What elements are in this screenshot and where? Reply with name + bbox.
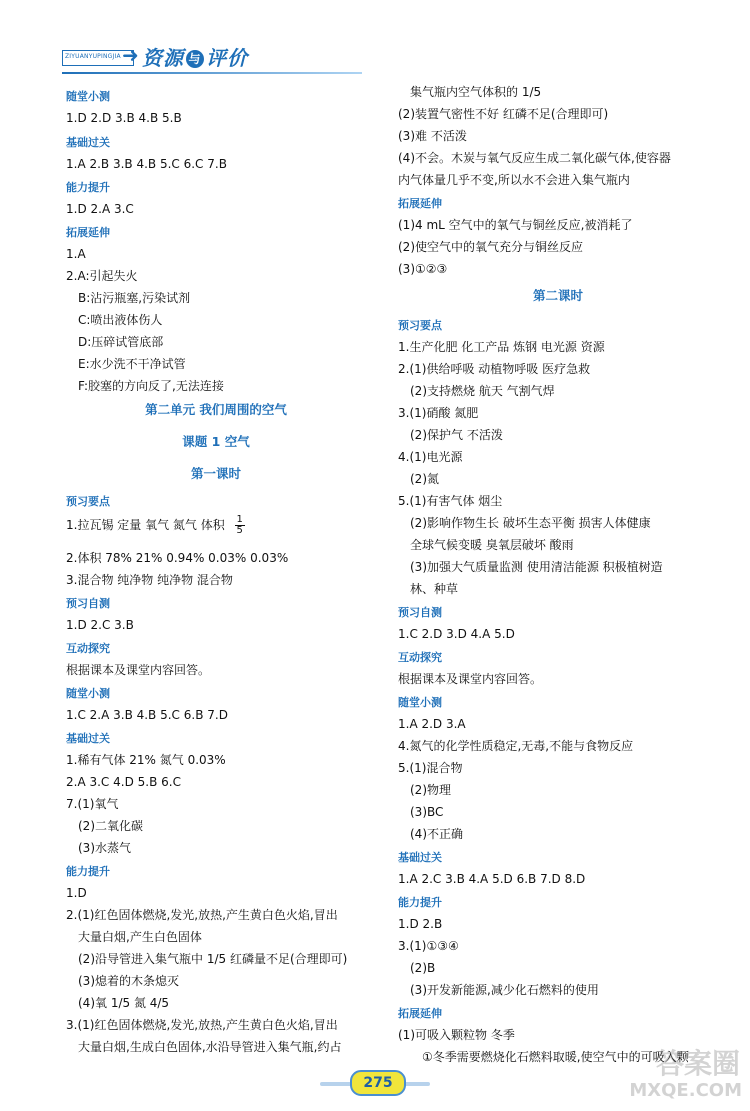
- answer-line: 1.C 2.D 3.D 4.A 5.D: [398, 627, 515, 641]
- section-heading: 互动探究: [66, 642, 110, 655]
- fraction-numerator: 1: [236, 514, 243, 525]
- answer-line: 3.(1)红色固体燃烧,发光,放热,产生黄白色火焰,冒出: [66, 1018, 338, 1032]
- section-heading: 基础过关: [66, 136, 110, 149]
- page-number: 275: [350, 1070, 406, 1096]
- answer-line: 1.C 2.A 3.B 4.B 5.C 6.B 7.D: [66, 708, 228, 722]
- answer-line: [66, 515, 245, 536]
- answer-line: 1.A 2.C 3.B 4.A 5.D 6.B 7.D 8.D: [398, 872, 586, 886]
- section-heading: 基础过关: [66, 732, 110, 745]
- answer-line: 1.A 2.B 3.B 4.B 5.C 6.C 7.B: [66, 157, 227, 171]
- answer-line: 1.D: [66, 886, 87, 900]
- answer-line: 2.(1)供给呼吸 动植物呼吸 医疗急救: [398, 362, 591, 376]
- answer-line: 2.A:引起失火: [66, 269, 138, 283]
- chapter-title: 第一课时: [190, 466, 241, 481]
- watermark-logo-text: 答案圈: [655, 1047, 740, 1080]
- answer-line: 根据课本及课堂内容回答。: [66, 663, 211, 677]
- answer-line: (2)物理: [410, 783, 451, 797]
- answer-line: 2.(1)红色固体燃烧,发光,放热,产生黄白色火焰,冒出: [66, 908, 338, 922]
- answer-line: (2)使空气中的氧气充分与铜丝反应: [398, 240, 583, 254]
- answer-line: 林、种草: [410, 582, 459, 596]
- answer-line: (1)可吸入颗粒物 冬季: [398, 1028, 515, 1042]
- section-heading: 预习要点: [398, 319, 442, 332]
- answer-line: (3)熄着的木条熄灭: [78, 974, 179, 988]
- fraction: [235, 515, 245, 536]
- header-rule: [62, 72, 362, 74]
- answer-line: 大量白烟,生成白色固体,水沿导管进入集气瓶,约占: [78, 1040, 342, 1054]
- chapter-title: 第二单元 我们周围的空气: [145, 402, 287, 417]
- watermark-url: MXQE.COM: [629, 1080, 742, 1101]
- answer-line: (1)4 mL 空气中的氧气与铜丝反应,被消耗了: [398, 218, 633, 232]
- answer-line: C:喷出液体伤人: [78, 313, 163, 327]
- section-heading: 拓展延伸: [66, 226, 110, 239]
- answer-line: (2)影响作物生长 破坏生态平衡 损害人体健康: [410, 516, 651, 530]
- answer-line: 4.(1)电光源: [398, 450, 463, 464]
- answer-line: E:水少洗不干净试管: [78, 357, 186, 371]
- answer-line: 5.(1)混合物: [398, 761, 463, 775]
- section-heading: 拓展延伸: [398, 197, 442, 210]
- answer-line: (2)保护气 不活泼: [410, 428, 503, 442]
- section-heading: 能力提升: [66, 181, 110, 194]
- answer-line: B:沾污瓶塞,污染试剂: [78, 291, 191, 305]
- header-title-part1: 资源: [142, 46, 184, 70]
- answer-line: ①冬季需要燃烧化石燃料取暖,使空气中的可吸入颗: [422, 1050, 689, 1064]
- section-heading: 随堂小测: [398, 696, 442, 709]
- answer-line: 7.(1)氧气: [66, 797, 119, 811]
- answer-line: 全球气候变暖 臭氧层破坏 酸雨: [410, 538, 574, 552]
- answer-line: (3)水蒸气: [78, 841, 131, 855]
- watermark: [606, 1040, 746, 1104]
- section-heading: 能力提升: [398, 896, 442, 909]
- answer-line: F:胶塞的方向反了,无法连接: [78, 379, 224, 393]
- section-heading: 预习自测: [66, 597, 110, 610]
- header-pinyin: ZIYUANYUPINGJIA: [65, 53, 121, 60]
- answer-line: 5.(1)有害气体 烟尘: [398, 494, 503, 508]
- header-title-and: 与: [186, 50, 204, 68]
- answer-line: 1.D 2.D 3.B 4.B 5.B: [66, 111, 182, 125]
- answer-line: 1.稀有气体 21% 氮气 0.03%: [66, 753, 226, 767]
- answer-line: (2)装置气密性不好 红磷不足(合理即可): [398, 107, 609, 121]
- section-heading: 拓展延伸: [398, 1007, 442, 1020]
- answer-line: 3.混合物 纯净物 纯净物 混合物: [66, 573, 233, 587]
- arrow-icon: ➜: [122, 43, 139, 67]
- answer-line: D:压碎试管底部: [78, 335, 164, 349]
- answer-line: (2)氮: [410, 472, 439, 486]
- section-heading: 预习自测: [398, 606, 442, 619]
- answer-line: (2)支持燃烧 航天 气割气焊: [410, 384, 555, 398]
- answer-line: 2.体积 78% 21% 0.94% 0.03% 0.03%: [66, 551, 289, 565]
- section-heading: 随堂小测: [66, 687, 110, 700]
- answer-line: 3.(1)硝酸 氮肥: [398, 406, 479, 420]
- answer-line: 1.A 2.D 3.A: [398, 717, 466, 731]
- answer-line: 内气体量几乎不变,所以水不会进入集气瓶内: [398, 173, 630, 187]
- book-header: [62, 40, 262, 74]
- answer-line: (4)不正确: [410, 827, 463, 841]
- answer-line: 4.氮气的化学性质稳定,无毒,不能与食物反应: [398, 739, 634, 753]
- section-heading: 互动探究: [398, 651, 442, 664]
- chapter-title: 课题 1 空气: [182, 434, 250, 449]
- chapter-title: 第二课时: [532, 288, 583, 303]
- header-title-part2: 评价: [206, 46, 248, 70]
- answer-line: 3.(1)①③④: [398, 939, 459, 953]
- answer-line: 1.D 2.A 3.C: [66, 202, 134, 216]
- answer-line: (3)①②③: [398, 262, 448, 276]
- answer-line: (3)BC: [410, 805, 444, 819]
- answer-line: 1.生产化肥 化工产品 炼钢 电光源 资源: [398, 340, 605, 354]
- answer-line: 集气瓶内空气体积的 1/5: [410, 85, 542, 99]
- answer-line: (2)B: [410, 961, 436, 975]
- section-heading: 随堂小测: [66, 90, 110, 103]
- answer-line: 根据课本及课堂内容回答。: [398, 672, 543, 686]
- answer-line: (3)难 不活泼: [398, 129, 467, 143]
- section-heading: 预习要点: [66, 495, 110, 508]
- header-title: [142, 42, 248, 71]
- answer-line: (2)沿导管进入集气瓶中 1/5 红磷量不足(合理即可): [78, 952, 348, 966]
- answer-line: (4)不会。木炭与氧气反应生成二氧化碳气体,使容器: [398, 151, 671, 165]
- answer-text: 1.拉瓦锡 定量 氧气 氮气 体积: [66, 518, 225, 532]
- answer-line: 1.A: [66, 247, 86, 261]
- section-heading: 能力提升: [66, 865, 110, 878]
- answer-line: 1.D 2.C 3.B: [66, 618, 134, 632]
- answer-line: (3)开发新能源,减少化石燃料的使用: [410, 983, 599, 997]
- answer-line: 大量白烟,产生白色固体: [78, 930, 202, 944]
- answer-line: (4)氧 1/5 氮 4/5: [78, 996, 170, 1010]
- answer-line: 1.D 2.B: [398, 917, 443, 931]
- fraction-denominator: 5: [236, 525, 243, 536]
- answer-line: (3)加强大气质量监测 使用清洁能源 积极植树造: [410, 560, 663, 574]
- answer-line: (2)二氧化碳: [78, 819, 143, 833]
- answer-line: 2.A 3.C 4.D 5.B 6.C: [66, 775, 181, 789]
- section-heading: 基础过关: [398, 851, 442, 864]
